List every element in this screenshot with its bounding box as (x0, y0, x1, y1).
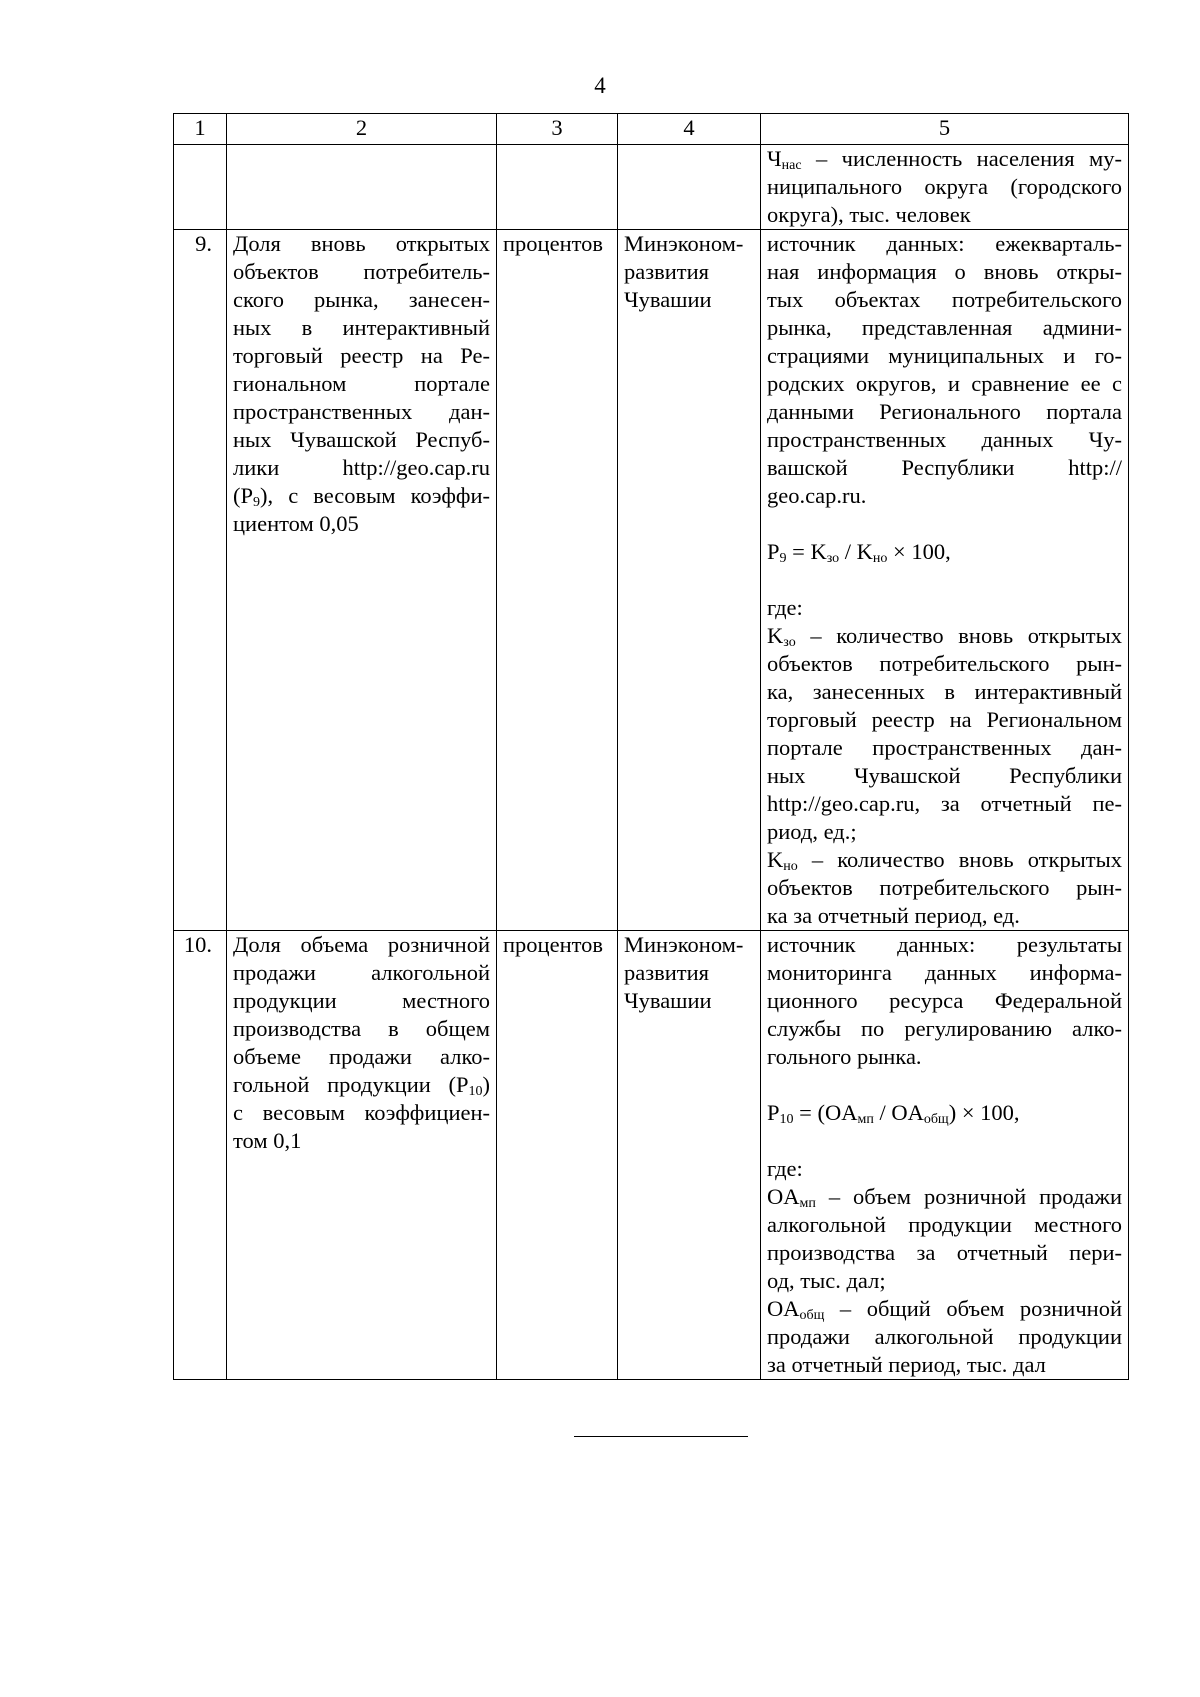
source-line: Минэконом- (624, 932, 744, 957)
table-row-continuation (174, 145, 1129, 230)
cell-unit (497, 145, 618, 230)
source-line: Минэконом- (624, 231, 744, 256)
column-header-1: 1 (174, 114, 227, 145)
source-line: развития (624, 960, 710, 985)
desc-line: продажи алкогольной продукции (767, 1324, 1122, 1349)
desc-line: риод, ед.; (767, 819, 857, 844)
cell-unit: процентов (497, 230, 618, 931)
cell-source (618, 931, 761, 1380)
desc-line: ная информация о вновь откры- (767, 259, 1122, 284)
desc-line: од, тыс. дал; (767, 1268, 886, 1293)
column-header-2: 2 (227, 114, 497, 145)
cell-name (227, 931, 497, 1380)
desc-line: гольного рынка. (767, 1044, 922, 1069)
cell-unit: процентов (497, 931, 618, 1380)
desc-line: источник данных: ежекварталь- (767, 231, 1122, 256)
desc-line: объектов потребительского рын- (767, 875, 1122, 900)
desc-line: $K_{зо}$ – количество вновь открытых (767, 623, 1122, 650)
page-number: 4 (594, 73, 606, 98)
desc-line: данными Регионального портала (767, 399, 1122, 424)
cell-num: 10. (174, 931, 227, 1380)
table-row-9 (174, 230, 1129, 931)
desc-line: $K_{но}$ – количество вновь открытых (767, 847, 1122, 874)
name-line: объеме продажи алко- (233, 1044, 490, 1069)
name-line: объектов потребитель- (233, 259, 490, 284)
cell-num (174, 145, 227, 230)
cell-num: 9. (174, 230, 227, 931)
name-line: гольной продукции $(P_{10})$ (233, 1072, 490, 1099)
table-row-10 (174, 931, 1129, 1380)
desc-line: страциями муниципальных и го- (767, 343, 1122, 368)
desc-line: тых объектах потребительского (767, 287, 1122, 312)
name-line: лики http://geo.cap.ru (233, 455, 490, 480)
end-of-document-rule (574, 1436, 748, 1437)
cell-name (227, 230, 497, 931)
desc-line: $OA_{мп}$ – объем розничной продажи (767, 1184, 1122, 1211)
name-line: производства в общем (233, 1016, 490, 1041)
name-line: $(P_9)$, с весовым коэффи- (233, 483, 490, 510)
formula-p9: $P_9 = K_{зо} / K_{но} \times 100$, (767, 539, 951, 566)
desc-line: службы по регулированию алко- (767, 1016, 1122, 1041)
source-line: Чувашии (624, 988, 712, 1013)
cell-description (761, 145, 1129, 230)
desc-line: вашской Республики http:// (767, 455, 1122, 480)
desc-line: родских округов, и сравнение ее с (767, 371, 1122, 396)
name-line: гиональном портале (233, 371, 490, 396)
name-line: ных в интерактивный (233, 315, 490, 340)
name-line: Доля объема розничной (233, 932, 490, 957)
desc-line: ка за отчетный период, ед. (767, 903, 1020, 928)
desc-line: округа), тыс. человек (767, 202, 971, 227)
desc-line: портале пространственных дан- (767, 735, 1122, 760)
desc-line: geo.cap.ru. (767, 483, 867, 508)
desc-line: алкогольной продукции местного (767, 1212, 1122, 1237)
desc-line: ционного ресурса Федеральной (767, 988, 1122, 1013)
column-header-3: 3 (497, 114, 618, 145)
cell-source (618, 145, 761, 230)
indicators-table (173, 113, 1129, 1380)
name-line: продажи алкогольной (233, 960, 490, 985)
desc-line: рынка, представленная админи- (767, 315, 1122, 340)
cell-description (761, 230, 1129, 931)
table-header-row (174, 114, 1129, 145)
desc-line: торговый реестр на Региональном (767, 707, 1122, 732)
desc-line: за отчетный период, тыс. дал (767, 1352, 1046, 1377)
source-line: развития (624, 259, 710, 284)
where-label: где: (767, 595, 803, 620)
name-line: ных Чувашской Респуб- (233, 427, 490, 452)
where-label: где: (767, 1156, 803, 1181)
desc-line: ниципального округа (городского (767, 174, 1122, 199)
name-line: ского рынка, занесен- (233, 287, 490, 312)
cell-source (618, 230, 761, 931)
desc-line: источник данных: результаты (767, 932, 1122, 957)
desc-line: ных Чувашской Республики (767, 763, 1122, 788)
cell-name (227, 145, 497, 230)
formula-p10: $P_{10} = (OA_{мп} / OA_{общ}) \times 100$, (767, 1100, 1020, 1127)
name-line: продукции местного (233, 988, 490, 1013)
name-line: с весовым коэффициен- (233, 1100, 490, 1125)
desc-line: $Ч_{нас}$ – численность населения му- (767, 146, 1122, 173)
name-line: торговый реестр на Ре- (233, 343, 490, 368)
desc-line: объектов потребительского рын- (767, 651, 1122, 676)
column-header-4: 4 (618, 114, 761, 145)
desc-line: http://geo.cap.ru, за отчетный пе- (767, 791, 1122, 816)
source-line: Чувашии (624, 287, 712, 312)
cell-description (761, 931, 1129, 1380)
desc-line: пространственных данных Чу- (767, 427, 1122, 452)
desc-line: производства за отчетный пери- (767, 1240, 1122, 1265)
name-line: Доля вновь открытых (233, 231, 490, 256)
column-header-5: 5 (761, 114, 1129, 145)
name-line: пространственных дан- (233, 399, 490, 424)
desc-line: мониторинга данных информа- (767, 960, 1122, 985)
name-line: том 0,1 (233, 1128, 302, 1153)
desc-line: $OA_{общ}$ – общий объем розничной (767, 1296, 1122, 1323)
name-line: циентом 0,05 (233, 511, 359, 536)
desc-line: ка, занесенных в интерактивный (767, 679, 1122, 704)
